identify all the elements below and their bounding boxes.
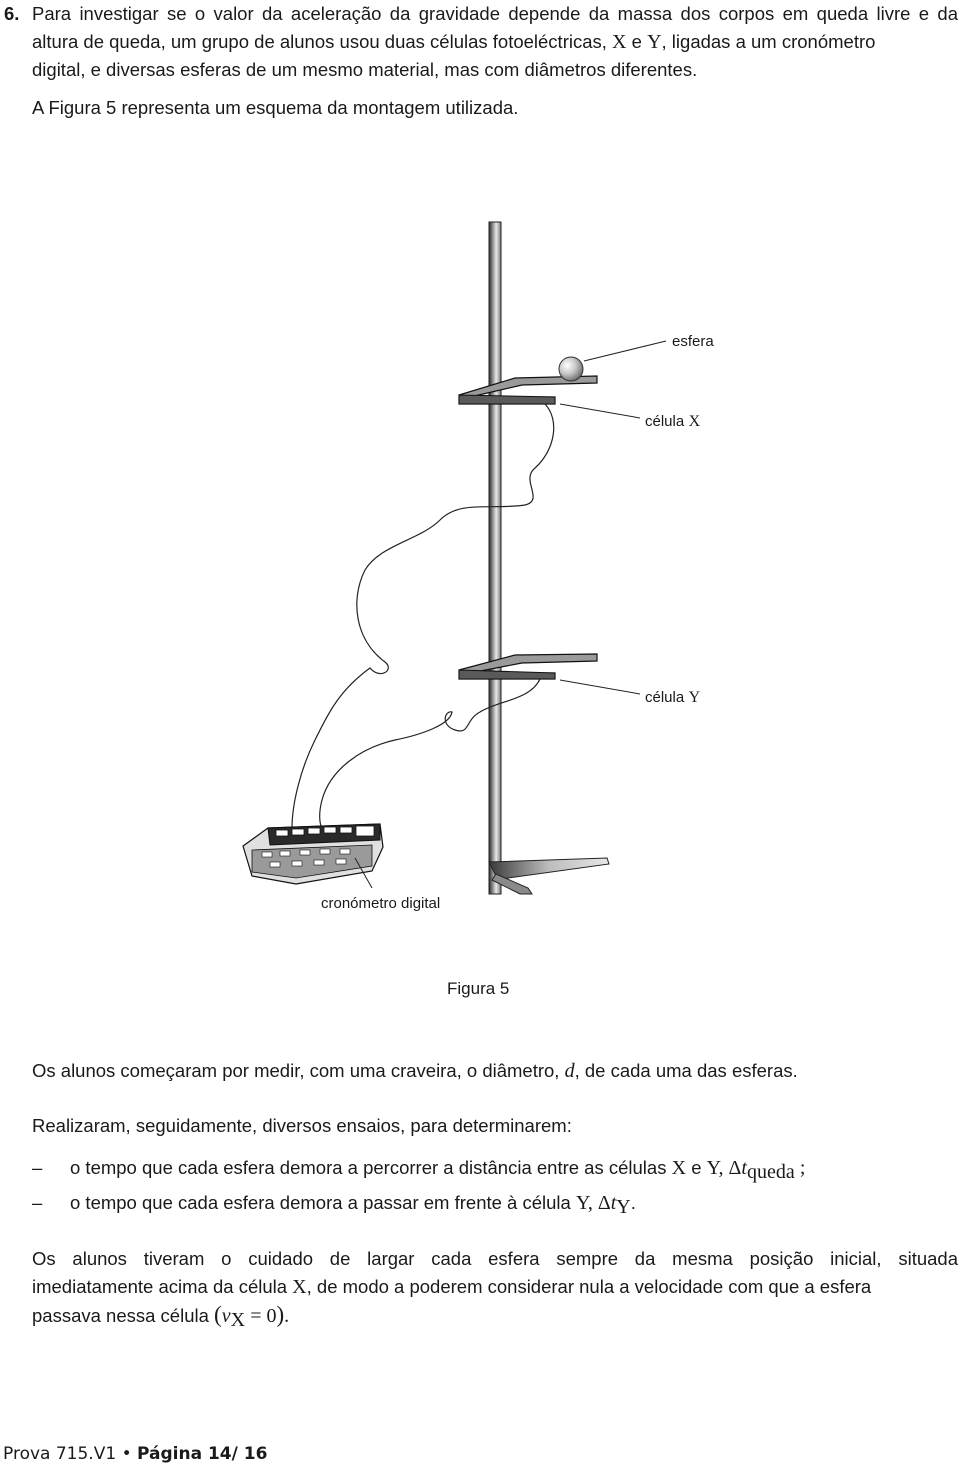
bullet-dash-2: – <box>32 1192 43 1213</box>
figure-5-diagram <box>0 200 960 1010</box>
bullet-item-1: o tempo que cada esfera demora a percorrer a distância entre as células X e Y, $\Delta t_{queda}$ ; <box>70 1157 806 1183</box>
wire-cell-y <box>320 679 540 828</box>
realizaram-paragraph: Realizaram, seguidamente, diversos ensaios, para determinarem: <box>32 1115 572 1136</box>
label-cronometro: cronómetro digital <box>321 895 441 912</box>
question-number: 6. <box>4 3 20 24</box>
label-esfera: esfera <box>672 333 714 350</box>
photocell-y <box>459 654 597 679</box>
pole-base <box>489 858 609 894</box>
footer-pagina: Página 14/ 16 <box>137 1444 268 1464</box>
digital-chronometer <box>243 824 383 884</box>
support-pole <box>489 222 501 894</box>
label-celula-x: célula X <box>645 413 701 430</box>
diameter-paragraph: Os alunos começaram por medir, com uma craveira, o diâmetro, d, de cada uma das esferas. <box>32 1060 798 1082</box>
bullet-item-2: o tempo que cada esfera demora a passar em frente à célula Y, $\Delta t_Y$. <box>70 1192 636 1218</box>
intro-line-2: altura de queda, um grupo de alunos usou duas células fotoeléctricas, X e Y, ligadas a um cronómetro <box>32 31 876 53</box>
final-line-2: imediatamente acima da célula X, de modo a poderem considerar nula a velocidade com que a esfera <box>32 1276 872 1298</box>
label-celula-y: célula Y <box>645 689 701 706</box>
final-line-1: Os alunos tiveram o cuidado de largar cada esfera sempre da mesma posição inicial, situada <box>32 1248 958 1269</box>
final-line-3: passava nessa célula $(v_X = 0)$. <box>32 1302 290 1331</box>
page-footer <box>3 1442 267 1466</box>
sphere <box>559 357 583 381</box>
intro-line-1: Para investigar se o valor da aceleração da gravidade depende da massa dos corpos em queda livre e da <box>32 3 958 24</box>
footer-prova: Prova 715.V1 <box>3 1444 117 1464</box>
footer-separator: • <box>121 1444 132 1464</box>
intro-line-3: digital, e diversas esferas de um mesmo material, mas com diâmetros diferentes. <box>32 59 698 80</box>
figure-caption: Figura 5 <box>447 979 510 998</box>
figure-reference: A Figura 5 representa um esquema da montagem utilizada. <box>32 97 519 118</box>
bullet-dash-1: – <box>32 1157 43 1178</box>
wire-cell-x <box>292 404 554 828</box>
